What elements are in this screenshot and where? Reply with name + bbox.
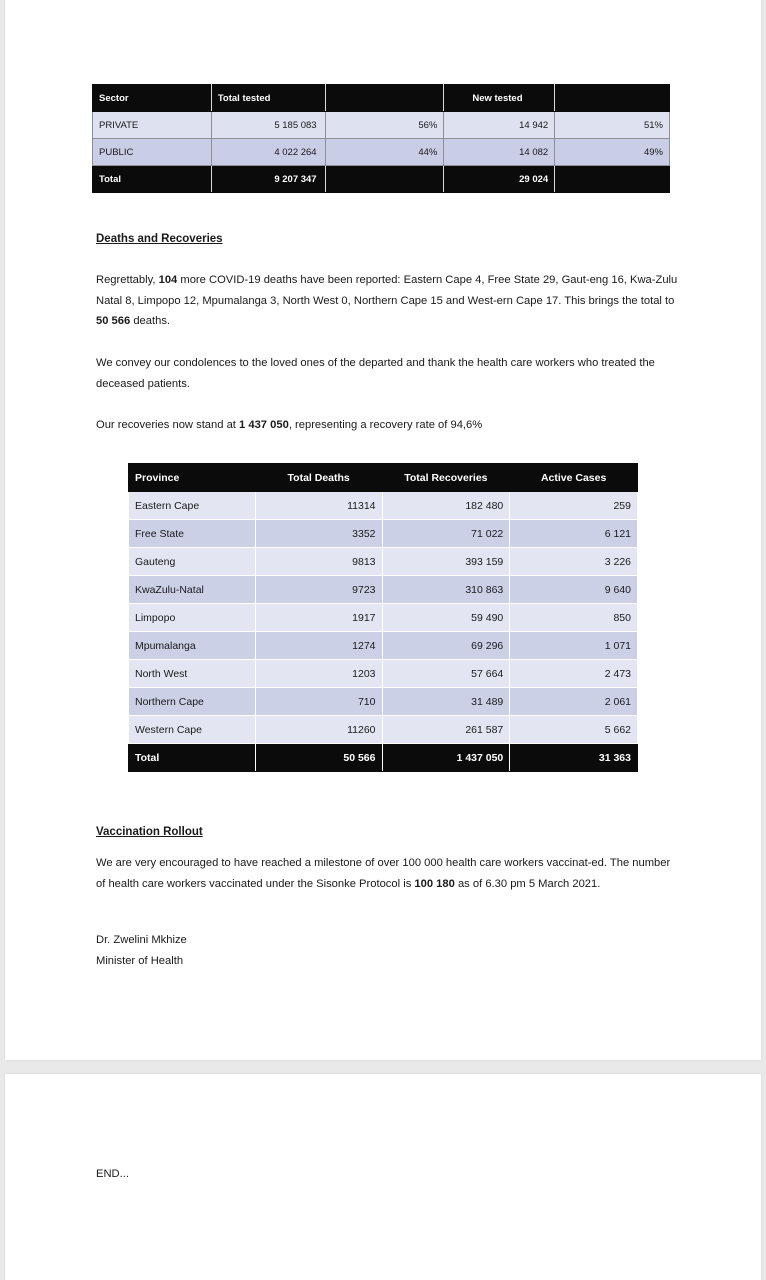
vaccination-heading: Vaccination Rollout (96, 826, 203, 838)
province-table (128, 463, 638, 772)
new-pct-cell: 51% (555, 112, 670, 139)
active-cell: 1 071 (510, 632, 638, 660)
table-total-row (93, 166, 670, 193)
blank-cell (325, 166, 444, 193)
deaths-cell: 1917 (255, 604, 382, 632)
new-pct-cell: 49% (555, 139, 670, 166)
active-cell: 850 (510, 604, 638, 632)
header-total-tested: Total tested (211, 85, 325, 112)
table-header-row (129, 464, 638, 492)
sector-cell: PRIVATE (93, 112, 212, 139)
table-row (93, 112, 670, 139)
table-row (129, 688, 638, 716)
table-row (129, 604, 638, 632)
province-cell: Eastern Cape (129, 492, 256, 520)
new-tested-cell: 14 082 (444, 139, 555, 166)
recoveries-cell: 71 022 (382, 520, 510, 548)
deaths-cell: 3352 (255, 520, 382, 548)
table-row (129, 548, 638, 576)
total-pct-cell: 56% (325, 112, 444, 139)
deaths-cell: 50 566 (255, 744, 382, 772)
active-cell: 31 363 (510, 744, 638, 772)
header-blank (555, 85, 670, 112)
total-deaths-count: 50 566 (96, 315, 131, 327)
active-cell: 259 (510, 492, 638, 520)
header-province: Province (129, 464, 256, 492)
province-cell: Western Cape (129, 716, 256, 744)
recoveries-paragraph (96, 415, 681, 436)
deaths-cell: 11260 (255, 716, 382, 744)
recoveries-cell: 261 587 (382, 716, 510, 744)
new-tested-cell: 29 024 (444, 166, 555, 193)
deaths-paragraph (96, 270, 681, 332)
province-cell: Northern Cape (129, 688, 256, 716)
deaths-cell: 9813 (255, 548, 382, 576)
deaths-cell: 1274 (255, 632, 382, 660)
active-cell: 2 473 (510, 660, 638, 688)
table-row (129, 520, 638, 548)
active-cell: 6 121 (510, 520, 638, 548)
total-tested-cell: 4 022 264 (211, 139, 325, 166)
deaths-cell: 1203 (255, 660, 382, 688)
vaccinated-count: 100 180 (414, 877, 455, 890)
signatory-name: Dr. Zwelini Mkhize (96, 934, 187, 946)
table-row (129, 716, 638, 744)
header-total-deaths: Total Deaths (255, 464, 382, 492)
vaccination-text: as of 6.30 pm 5 March 2021. (454, 877, 601, 890)
vaccination-paragraph (96, 853, 681, 894)
recoveries-cell: 1 437 050 (382, 744, 510, 772)
province-cell: North West (129, 660, 256, 688)
table-total-row (129, 744, 638, 772)
province-cell: Limpopo (129, 604, 256, 632)
deaths-cell: 11314 (255, 492, 382, 520)
total-tested-cell: 9 207 347 (211, 166, 325, 193)
condolences-paragraph: We convey our condolences to the loved ones of the departed and thank the health care workers who treated the deceased patients. (96, 357, 655, 390)
recoveries-cell: 182 480 (382, 492, 510, 520)
blank-cell (555, 166, 670, 193)
deaths-text: deaths. (130, 315, 171, 327)
province-cell: Mpumalanga (129, 632, 256, 660)
total-tested-cell: 5 185 083 (211, 112, 325, 139)
deaths-heading: Deaths and Recoveries (96, 233, 223, 245)
sector-cell: PUBLIC (93, 139, 212, 166)
table-row (93, 139, 670, 166)
recoveries-text: , representing a recovery rate of 94,6% (288, 419, 483, 431)
new-tested-cell: 14 942 (444, 112, 555, 139)
province-cell: KwaZulu-Natal (129, 576, 256, 604)
active-cell: 3 226 (510, 548, 638, 576)
recoveries-cell: 31 489 (382, 688, 510, 716)
table-row (129, 660, 638, 688)
table-row (129, 632, 638, 660)
province-cell: Free State (129, 520, 256, 548)
sector-testing-table (92, 84, 670, 193)
signature-block (96, 930, 681, 971)
province-cell: Total (129, 744, 256, 772)
new-deaths-count: 104 (158, 274, 178, 286)
end-text: END... (96, 1168, 129, 1180)
recoveries-cell: 59 490 (382, 604, 510, 632)
active-cell: 9 640 (510, 576, 638, 604)
total-pct-cell: 44% (325, 139, 444, 166)
header-blank (325, 85, 444, 112)
deaths-cell: 710 (255, 688, 382, 716)
vaccination-text: We are very encouraged to have reached a milestone of over 100 000 health care workers vaccinat-ed. The number of health care workers vaccinated under the Sisonke Protocol is (96, 857, 671, 890)
header-new-tested: New tested (444, 85, 555, 112)
deaths-text: more COVID-19 deaths have been reported: Eastern Cape 4, Free State 29, Gaut-eng 16, Kwa-Zulu Natal 8, Limpopo 12, Mpumalanga 3, North West 0, Northern Cape 15 and West-ern Cape 17. This brings the total to (96, 274, 678, 307)
deaths-text: Regrettably, (96, 274, 159, 286)
active-cell: 2 061 (510, 688, 638, 716)
recoveries-text: Our recoveries now stand at (96, 419, 240, 431)
table-header-row (93, 85, 670, 112)
recoveries-count: 1 437 050 (239, 419, 289, 431)
recoveries-cell: 69 296 (382, 632, 510, 660)
table-row (129, 576, 638, 604)
signatory-title: Minister of Health (96, 954, 184, 967)
deaths-cell: 9723 (255, 576, 382, 604)
header-active-cases: Active Cases (510, 464, 638, 492)
recoveries-cell: 310 863 (382, 576, 510, 604)
header-sector: Sector (93, 85, 212, 112)
total-label-cell: Total (93, 166, 212, 193)
header-total-recoveries: Total Recoveries (382, 464, 510, 492)
province-cell: Gauteng (129, 548, 256, 576)
active-cell: 5 662 (510, 716, 638, 744)
recoveries-cell: 393 159 (382, 548, 510, 576)
table-row (129, 492, 638, 520)
recoveries-cell: 57 664 (382, 660, 510, 688)
